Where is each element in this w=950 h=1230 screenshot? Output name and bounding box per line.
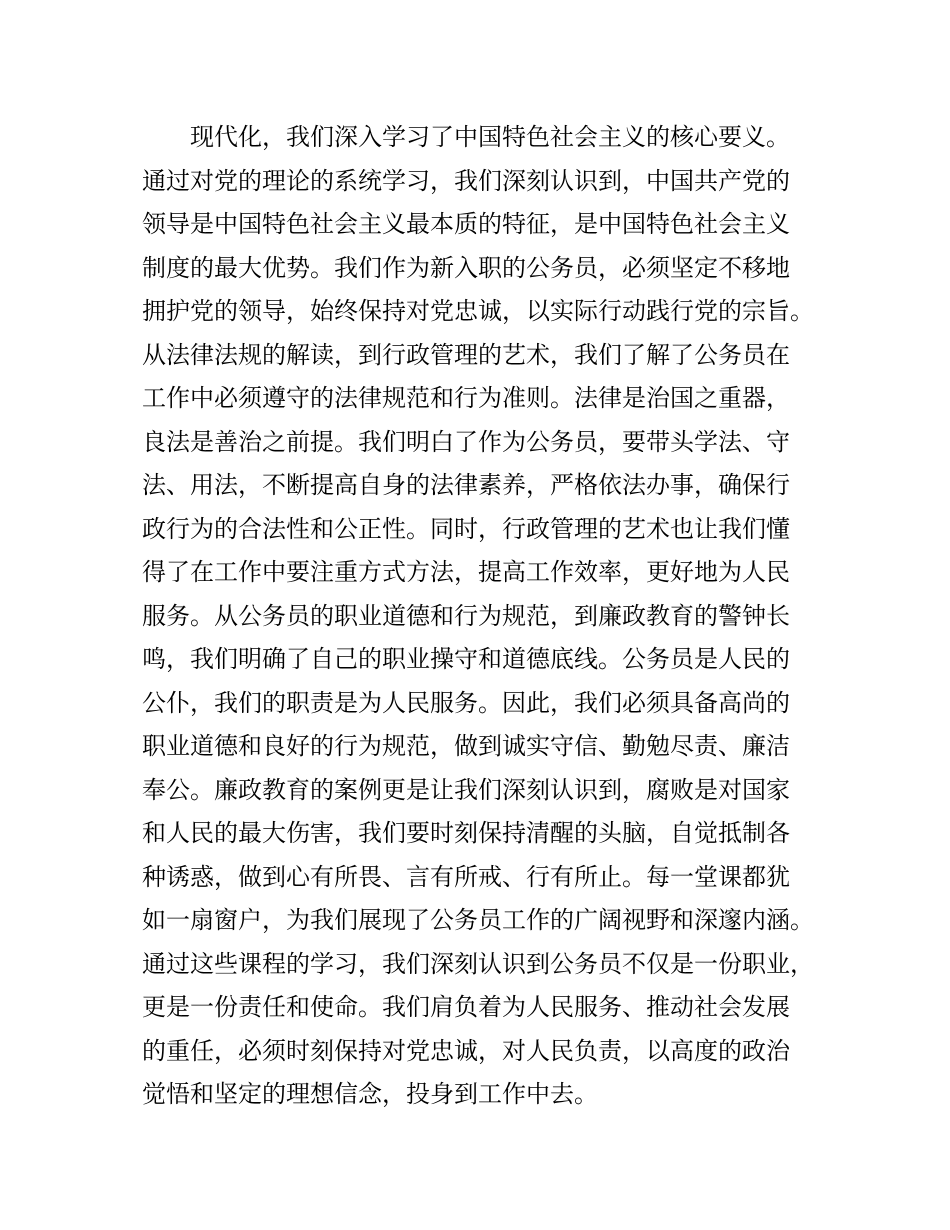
text-line: 公仆，我们的职责是为人民服务。因此，我们必须具备高尚的 (142, 688, 790, 717)
text-line: 政行为的合法性和公正性。同时，行政管理的艺术也让我们懂 (142, 514, 790, 543)
text-line: 从法律法规的解读，到行政管理的艺术，我们了解了公务员在 (142, 340, 790, 369)
text-line: 更是一份责任和使命。我们肩负着为人民服务、推动社会发展 (142, 993, 790, 1021)
text-line: 和人民的最大伤害，我们要时刻保持清醒的头脑，自觉抵制各 (142, 819, 790, 847)
body-text (142, 116, 842, 1117)
text-line: 法、用法，不断提高自身的法律素养，严格依法办事，确保行 (142, 471, 790, 499)
text-line: 奉公。廉政教育的案例更是让我们深刻认识到，腐败是对国家 (142, 775, 790, 804)
text-line: 职业道德和良好的行为规范，做到诚实守信、勤勉尽责、廉洁 (142, 732, 790, 760)
text-line: 种诱惑，做到心有所畏、言有所戒、行有所止。每一堂课都犹 (142, 862, 790, 891)
text-line: 通过这些课程的学习，我们深刻认识到公务员不仅是一份职业， (142, 949, 814, 978)
text-line: 鸣，我们明确了自己的职业操守和道德底线。公务员是人民的 (142, 645, 790, 673)
text-line: 觉悟和坚定的理想信念，投身到工作中去。 (142, 1080, 598, 1108)
text-line: 制度的最大优势。我们作为新入职的公务员，必须坚定不移地 (142, 253, 790, 282)
text-line: 工作中必须遵守的法律规范和行为准则。法律是治国之重器， (142, 384, 790, 412)
text-line: 得了在工作中要注重方式方法，提高工作效率，更好地为人民 (142, 558, 790, 586)
text-line: 的重任，必须时刻保持对党忠诚，对人民负责，以高度的政治 (142, 1036, 790, 1065)
text-line: 领导是中国特色社会主义最本质的特征，是中国特色社会主义 (142, 210, 790, 238)
text-line: 拥护党的领导，始终保持对党忠诚，以实际行动践行党的宗旨。 (142, 297, 814, 325)
text-line: 现代化，我们深入学习了中国特色社会主义的核心要义。 (190, 123, 790, 151)
text-line: 如一扇窗户，为我们展现了公务员工作的广阔视野和深邃内涵。 (142, 906, 814, 934)
text-line: 良法是善治之前提。我们明白了作为公务员，要带头学法、守 (142, 427, 790, 456)
text-line: 通过对党的理论的系统学习，我们深刻认识到，中国共产党的 (142, 166, 790, 195)
text-line: 服务。从公务员的职业道德和行为规范，到廉政教育的警钟长 (142, 601, 790, 630)
